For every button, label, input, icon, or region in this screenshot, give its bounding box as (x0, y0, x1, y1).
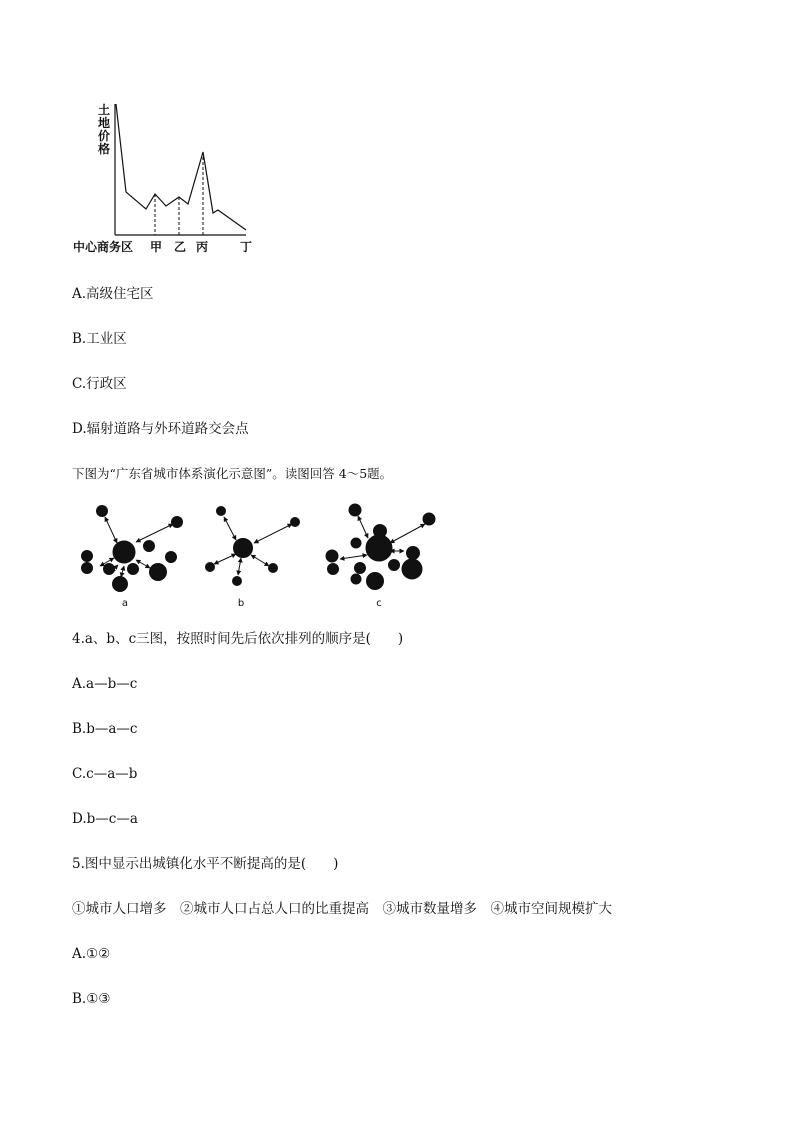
q4-option-c: C.c—a—b (72, 766, 138, 782)
q3-option-b: B.工业区 (72, 331, 127, 347)
price-curve (116, 104, 246, 230)
city-node (113, 577, 128, 592)
city-node (82, 563, 93, 574)
q5-stem: 5.图中显示出城镇化水平不断提高的是( ) (72, 856, 339, 872)
q3-option-c: C.行政区 (72, 376, 127, 392)
y-label-char: 地 (98, 116, 111, 130)
q4-option-b: B.b—a—c (72, 721, 138, 737)
q4-option-d: D.b—c—a (72, 811, 138, 827)
diagram-panel-c (326, 504, 435, 590)
city-node (82, 551, 93, 562)
x-label-bing: 丙 (196, 240, 209, 254)
city-node (366, 535, 392, 561)
x-label-jia: 甲 (150, 240, 163, 254)
q5-option-b: B.①③ (72, 991, 111, 1007)
city-node (217, 507, 226, 516)
city-node (349, 504, 361, 516)
intro-text: 下图为“广东省城市体系演化示意图”。读图回答 4～5题。 (72, 466, 393, 481)
city-node (234, 539, 253, 558)
q5-option-a: A.①② (72, 946, 111, 962)
diagram-panel-a (82, 506, 183, 592)
city-node (355, 563, 366, 574)
city-node (128, 564, 139, 575)
diagram-label-b: b (237, 598, 245, 609)
city-node (351, 538, 361, 548)
x-label-cbd: 中心商务区 (73, 240, 134, 254)
city-node (206, 563, 215, 572)
city-node (402, 559, 422, 579)
city-node (328, 564, 339, 575)
city-node (407, 547, 420, 560)
city-node (423, 513, 435, 525)
city-system-diagram (70, 500, 450, 615)
x-label-ding: 丁 (240, 240, 253, 254)
city-node (166, 552, 177, 563)
q5-statements: ①城市人口增多 ②城市人口占总人口的比重提高 ③城市数量增多 ④城市空间规模扩大 (72, 901, 612, 917)
city-node (144, 541, 155, 552)
city-node (104, 564, 115, 575)
city-node (351, 574, 361, 584)
x-label-yi: 乙 (174, 240, 187, 254)
city-node (97, 506, 108, 517)
city-node (150, 564, 167, 581)
city-node (269, 564, 278, 573)
land-price-chart (70, 98, 270, 258)
q3-option-d: D.辐射道路与外环道路交会点 (72, 421, 249, 437)
diagram-label-a: a (121, 598, 129, 609)
q4-stem: 4.a、b、c三图，按照时间先后依次排列的顺序是( ) (72, 631, 404, 647)
city-node (326, 550, 338, 562)
city-node (172, 517, 183, 528)
diagram-panel-b (206, 507, 300, 586)
chart-y-label (98, 102, 110, 156)
city-node (291, 518, 300, 527)
city-node (113, 541, 135, 563)
diagram-label-c: c (376, 598, 382, 609)
y-label-char: 价 (98, 129, 111, 143)
y-label-char: 土 (98, 103, 111, 117)
city-node (233, 577, 242, 586)
q4-option-a: A.a—b—c (72, 676, 138, 692)
q3-option-a: A.高级住宅区 (72, 286, 154, 302)
y-label-char: 格 (98, 142, 111, 156)
city-node (389, 560, 400, 571)
city-node (367, 573, 384, 590)
